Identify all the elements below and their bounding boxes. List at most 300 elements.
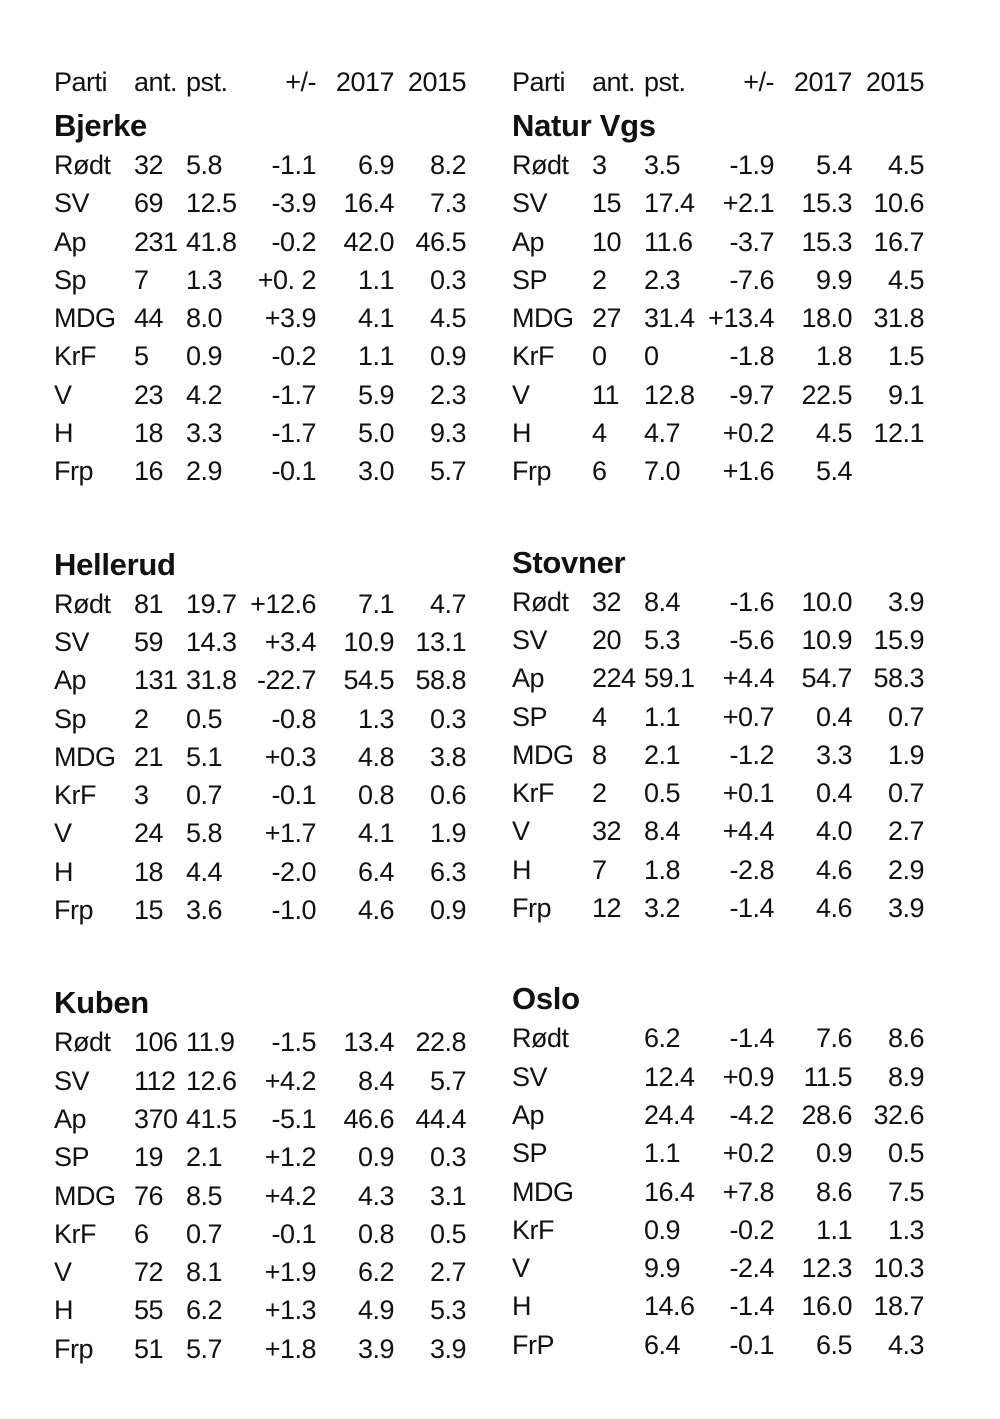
y2015-cell: 8.2	[429, 150, 466, 180]
diff-cell: -1.4	[729, 893, 774, 924]
party-row	[54, 452, 484, 490]
y2017-cell: 3.9	[357, 1333, 394, 1364]
pst-cell: 8.0	[186, 303, 223, 334]
party-cell: Ap	[54, 1103, 87, 1134]
y2015-cell: 46.5	[415, 226, 466, 257]
ant-cell: 4	[592, 418, 607, 449]
y2015-cell: 1.3	[887, 1214, 924, 1245]
ant-cell: 32	[592, 586, 622, 617]
y2015-cell: 3.9	[887, 586, 924, 617]
party-cell: Rødt	[512, 150, 569, 180]
y2015-cell: 0.3	[429, 703, 466, 734]
diff-cell: +13.4	[708, 303, 774, 334]
y2015-cell: 1.9	[429, 818, 466, 849]
y2017-cell: 1.1	[357, 264, 394, 295]
y2015-cell: 0.7	[887, 701, 924, 732]
party-cell: V	[54, 1257, 72, 1288]
party-row	[512, 1211, 942, 1249]
pst-cell: 31.4	[644, 303, 695, 334]
diff-cell: -2.0	[271, 856, 316, 887]
y2015-cell: 0.3	[429, 264, 466, 295]
party-cell: SV	[512, 188, 548, 219]
pst-cell: 19.7	[186, 588, 237, 619]
pst-cell: 6.4	[644, 1329, 681, 1360]
y2015-cell: 4.7	[429, 588, 466, 619]
pst-cell: 16.4	[644, 1176, 695, 1207]
district-title: Oslo	[512, 981, 580, 1017]
pst-cell: 41.5	[186, 1103, 237, 1134]
party-row	[512, 299, 942, 337]
pst-cell: 2.1	[644, 739, 681, 770]
y2017-cell: 4.1	[357, 818, 394, 849]
y2015-cell: 32.6	[873, 1099, 924, 1130]
party-cell: Rødt	[54, 1027, 111, 1058]
y2017-cell: 5.4	[815, 456, 852, 487]
party-row	[54, 184, 484, 222]
y2017-cell: 1.8	[815, 341, 852, 372]
party-row	[512, 1096, 942, 1134]
y2015-cell: 22.8	[415, 1027, 466, 1058]
diff-cell: -1.1	[271, 150, 316, 180]
column-header	[512, 58, 942, 106]
party-row	[54, 1177, 484, 1215]
party-cell: KrF	[512, 341, 554, 372]
party-row	[512, 736, 942, 774]
y2015-cell: 5.7	[429, 1065, 466, 1096]
diff-cell: -0.1	[271, 780, 316, 811]
pst-cell: 12.5	[186, 188, 237, 219]
y2015-cell: 2.7	[429, 1257, 466, 1288]
ant-cell: 12	[592, 893, 622, 924]
pst-cell: 4.4	[186, 856, 223, 887]
ant-cell: 19	[134, 1142, 164, 1173]
pst-cell: 9.9	[644, 1253, 681, 1284]
diff-cell: +2.1	[722, 188, 774, 219]
y2015-cell: 0.3	[429, 1142, 466, 1173]
party-row	[54, 661, 484, 699]
ant-cell: 3	[592, 150, 607, 180]
diff-cell: -2.8	[729, 854, 774, 885]
ant-cell: 6	[134, 1218, 149, 1249]
ant-cell: 4	[592, 701, 607, 732]
pst-cell: 11.6	[644, 226, 693, 257]
y2017-cell: 12.3	[801, 1253, 852, 1284]
y2015-cell: 2.9	[887, 854, 924, 885]
ant-cell: 23	[134, 379, 164, 410]
y2015-cell: 58.3	[873, 663, 924, 694]
header-party: Parti	[512, 67, 566, 97]
y2015-cell: 3.9	[887, 893, 924, 924]
pst-cell: 0.5	[186, 703, 223, 734]
party-row	[54, 585, 484, 623]
ant-cell: 20	[592, 624, 622, 655]
pst-cell: 5.3	[644, 624, 681, 655]
diff-cell: -22.7	[256, 665, 316, 696]
header-pst: pst.	[186, 67, 228, 97]
party-row	[54, 1253, 484, 1291]
diff-cell: +0.2	[722, 418, 774, 449]
party-cell: SV	[54, 188, 90, 219]
pst-cell: 3.3	[186, 418, 223, 449]
header-diff: +/-	[285, 67, 316, 97]
ant-cell: 224	[592, 663, 636, 694]
party-row	[512, 223, 942, 261]
y2017-cell: 22.5	[801, 379, 852, 410]
party-cell: H	[512, 418, 531, 449]
party-cell: Ap	[512, 663, 545, 694]
pst-cell: 3.6	[186, 895, 223, 926]
party-cell: Rødt	[512, 586, 569, 617]
ant-cell: 2	[134, 703, 149, 734]
ant-cell: 370	[134, 1103, 178, 1134]
diff-cell: -7.6	[729, 264, 774, 295]
party-row	[54, 146, 484, 184]
party-row	[54, 1138, 484, 1176]
y2015-cell: 3.9	[429, 1333, 466, 1364]
y2015-cell: 8.9	[887, 1061, 924, 1092]
y2017-cell: 0.8	[357, 780, 394, 811]
ant-cell: 6	[592, 456, 607, 487]
party-cell: SV	[512, 1061, 548, 1092]
pst-cell: 6.2	[644, 1023, 681, 1054]
diff-cell: -0.1	[271, 1218, 316, 1249]
party-cell: Frp	[54, 1333, 93, 1364]
diff-cell: +4.2	[264, 1065, 316, 1096]
y2017-cell: 5.0	[357, 418, 394, 449]
header-2017: 2017	[793, 67, 852, 97]
ant-cell: 0	[592, 341, 607, 372]
pst-cell: 24.4	[644, 1099, 695, 1130]
header-diff: +/-	[743, 67, 774, 97]
pst-cell: 2.1	[186, 1142, 223, 1173]
y2017-cell: 3.3	[815, 739, 852, 770]
y2017-cell: 16.4	[343, 188, 394, 219]
party-row	[54, 1023, 484, 1061]
district-section	[512, 106, 942, 491]
party-row	[512, 889, 942, 927]
y2017-cell: 18.0	[801, 303, 852, 334]
y2017-cell: 54.5	[343, 665, 394, 696]
party-cell: Ap	[54, 665, 87, 696]
y2015-cell: 5.7	[429, 456, 466, 487]
y2017-cell: 1.3	[357, 703, 394, 734]
party-row	[54, 376, 484, 414]
pst-cell: 11.9	[186, 1027, 235, 1058]
pst-cell: 0	[644, 341, 659, 372]
pst-cell: 1.8	[644, 854, 681, 885]
party-row	[512, 261, 942, 299]
pst-cell: 0.9	[186, 341, 223, 372]
ant-cell: 69	[134, 188, 164, 219]
y2015-cell: 12.1	[873, 418, 924, 449]
party-cell: V	[512, 1253, 530, 1284]
diff-cell: -1.8	[729, 341, 774, 372]
party-row	[512, 774, 942, 812]
diff-cell: +4.4	[722, 663, 774, 694]
party-row	[512, 1173, 942, 1211]
party-cell: H	[512, 1291, 531, 1322]
party-cell: Rødt	[512, 1023, 569, 1054]
party-cell: H	[54, 418, 73, 449]
party-row	[512, 376, 942, 414]
y2017-cell: 4.1	[357, 303, 394, 334]
party-row	[512, 1019, 942, 1057]
y2015-cell: 0.5	[887, 1138, 924, 1169]
diff-cell: +1.3	[264, 1295, 316, 1326]
party-row	[54, 700, 484, 738]
diff-cell: -0.2	[729, 1214, 774, 1245]
party-cell: SP	[512, 701, 548, 732]
district-section	[512, 979, 942, 1364]
pst-cell: 17.4	[644, 188, 695, 219]
pst-cell: 5.1	[186, 741, 223, 772]
diff-cell: -5.6	[729, 624, 774, 655]
pst-cell: 3.5	[644, 150, 681, 180]
district-section	[54, 106, 484, 491]
party-row	[512, 698, 942, 736]
diff-cell: +4.4	[722, 816, 774, 847]
party-cell: Frp	[54, 895, 93, 926]
pst-cell: 6.2	[186, 1295, 223, 1326]
ant-cell: 59	[134, 626, 164, 657]
ant-cell: 5	[134, 341, 149, 372]
party-row	[512, 414, 942, 452]
y2017-cell: 0.8	[357, 1218, 394, 1249]
party-cell: SV	[54, 626, 90, 657]
ant-cell: 51	[134, 1333, 164, 1364]
diff-cell: -5.1	[271, 1103, 316, 1134]
y2017-cell: 10.9	[343, 626, 394, 657]
y2015-cell: 8.6	[887, 1023, 924, 1054]
y2017-cell: 4.8	[357, 741, 394, 772]
pst-cell: 12.6	[186, 1065, 237, 1096]
header-ant: ant.	[134, 67, 178, 97]
left-column	[54, 58, 484, 1368]
diff-cell: -1.4	[729, 1023, 774, 1054]
party-cell: SV	[54, 1065, 90, 1096]
party-cell: Frp	[512, 456, 551, 487]
diff-cell: -0.2	[271, 341, 316, 372]
ant-cell: 32	[134, 150, 164, 180]
party-cell: Sp	[54, 264, 87, 295]
ant-cell: 112	[134, 1065, 176, 1096]
party-cell: FrP	[512, 1329, 554, 1360]
y2015-cell: 9.3	[429, 418, 466, 449]
pst-cell: 8.5	[186, 1180, 223, 1211]
y2015-cell: 2.3	[429, 379, 466, 410]
y2017-cell: 4.9	[357, 1295, 394, 1326]
party-row	[54, 1100, 484, 1138]
ant-cell: 44	[134, 303, 164, 334]
diff-cell: +7.8	[722, 1176, 774, 1207]
diff-cell: -4.2	[729, 1099, 774, 1130]
party-cell: KrF	[54, 341, 96, 372]
y2015-cell: 4.5	[887, 150, 924, 180]
diff-cell: -1.7	[271, 418, 316, 449]
party-row	[54, 337, 484, 375]
diff-cell: -1.2	[729, 739, 774, 770]
diff-cell: +1.9	[264, 1257, 316, 1288]
party-row	[54, 853, 484, 891]
party-cell: V	[54, 818, 72, 849]
y2017-cell: 7.6	[815, 1023, 852, 1054]
party-row	[512, 337, 942, 375]
diff-cell: -1.0	[271, 895, 316, 926]
party-cell: SP	[512, 1138, 548, 1169]
diff-cell: +0.1	[722, 778, 774, 809]
header-2015: 2015	[865, 67, 924, 97]
party-cell: KrF	[512, 1214, 554, 1245]
district-title: Stovner	[512, 544, 626, 580]
y2017-cell: 10.0	[801, 586, 852, 617]
diff-cell: -2.4	[729, 1253, 774, 1284]
pst-cell: 5.8	[186, 818, 223, 849]
pst-cell: 59.1	[644, 663, 695, 694]
party-cell: MDG	[512, 1176, 574, 1207]
ant-cell: 55	[134, 1295, 164, 1326]
pst-cell: 12.4	[644, 1061, 695, 1092]
party-cell: MDG	[54, 1180, 116, 1211]
diff-cell: +1.7	[264, 818, 316, 849]
ant-cell: 10	[592, 226, 622, 257]
party-row	[512, 1134, 942, 1172]
pst-cell: 31.8	[186, 665, 237, 696]
y2017-cell: 6.4	[357, 856, 394, 887]
y2017-cell: 4.5	[815, 418, 852, 449]
party-row	[54, 1215, 484, 1253]
party-row	[512, 452, 942, 490]
ant-cell: 81	[134, 588, 164, 619]
y2015-cell: 1.5	[887, 341, 924, 372]
pst-cell: 5.8	[186, 150, 223, 180]
district-section	[54, 983, 484, 1368]
ant-cell: 27	[592, 303, 622, 334]
y2017-cell: 28.6	[801, 1099, 852, 1130]
y2017-cell: 46.6	[343, 1103, 394, 1134]
district-section	[512, 543, 942, 928]
pst-cell: 2.9	[186, 456, 223, 487]
header-party: Parti	[54, 67, 108, 97]
party-cell: MDG	[512, 739, 574, 770]
diff-cell: -0.1	[729, 1329, 774, 1360]
pst-cell: 8.4	[644, 586, 681, 617]
y2015-cell: 13.1	[415, 626, 466, 657]
ant-cell: 24	[134, 818, 164, 849]
ant-cell: 231	[134, 226, 178, 257]
y2017-cell: 1.1	[357, 341, 394, 372]
party-row	[54, 623, 484, 661]
y2015-cell: 31.8	[873, 303, 924, 334]
ant-cell: 7	[134, 264, 149, 295]
district-title: Natur Vgs	[512, 108, 656, 143]
ant-cell: 18	[134, 856, 164, 887]
pst-cell: 8.4	[644, 816, 681, 847]
y2017-cell: 5.4	[815, 150, 852, 180]
party-row	[512, 659, 942, 697]
y2015-cell: 16.7	[873, 226, 924, 257]
diff-cell: -1.4	[729, 1291, 774, 1322]
party-cell: V	[54, 379, 72, 410]
ant-cell: 15	[592, 188, 622, 219]
party-row	[54, 299, 484, 337]
header-2017: 2017	[335, 67, 394, 97]
y2015-cell: 4.5	[887, 264, 924, 295]
ant-cell: 11	[592, 379, 620, 410]
ant-cell: 7	[592, 854, 607, 885]
district-title: Hellerud	[54, 546, 176, 582]
diff-cell: -1.6	[729, 586, 774, 617]
party-row	[512, 621, 942, 659]
y2017-cell: 5.9	[357, 379, 394, 410]
column-header	[54, 58, 484, 106]
party-row	[512, 851, 942, 889]
y2015-cell: 6.3	[429, 856, 466, 887]
party-cell: Sp	[54, 703, 87, 734]
ant-cell: 32	[592, 816, 622, 847]
ant-cell: 2	[592, 264, 607, 295]
party-cell: Rødt	[54, 150, 111, 180]
diff-cell: +0. 2	[257, 264, 316, 295]
header-2015: 2015	[407, 67, 466, 97]
party-row	[54, 1291, 484, 1329]
right-column	[512, 58, 942, 1364]
ant-cell: 8	[592, 739, 607, 770]
pst-cell: 14.6	[644, 1291, 695, 1322]
diff-cell: +0.2	[722, 1138, 774, 1169]
party-cell: MDG	[512, 303, 574, 334]
y2015-cell: 18.7	[873, 1291, 924, 1322]
diff-cell: +0.9	[722, 1061, 774, 1092]
y2017-cell: 13.4	[343, 1027, 394, 1058]
pst-cell: 8.1	[186, 1257, 223, 1288]
ant-cell: 2	[592, 778, 607, 809]
diff-cell: -9.7	[729, 379, 774, 410]
y2017-cell: 9.9	[815, 264, 852, 295]
pst-cell: 1.3	[186, 264, 223, 295]
diff-cell: +0.7	[722, 701, 774, 732]
party-row	[512, 1287, 942, 1325]
party-row	[54, 1330, 484, 1368]
y2015-cell: 9.1	[887, 379, 924, 410]
y2017-cell: 6.9	[357, 150, 394, 180]
diff-cell: -1.5	[271, 1027, 316, 1058]
party-row	[54, 776, 484, 814]
diff-cell: +12.6	[250, 588, 316, 619]
header-pst: pst.	[644, 67, 686, 97]
party-row	[54, 891, 484, 929]
party-cell: V	[512, 816, 530, 847]
party-cell: MDG	[54, 741, 116, 772]
ant-cell: 72	[134, 1257, 164, 1288]
party-row	[512, 146, 942, 184]
y2015-cell: 5.3	[429, 1295, 466, 1326]
diff-cell: -0.1	[271, 456, 316, 487]
y2015-cell: 0.5	[429, 1218, 466, 1249]
y2017-cell: 0.9	[815, 1138, 852, 1169]
pst-cell: 3.2	[644, 893, 681, 924]
y2017-cell: 4.3	[357, 1180, 394, 1211]
party-row	[512, 1326, 942, 1364]
party-cell: KrF	[512, 778, 554, 809]
diff-cell: -3.9	[271, 188, 316, 219]
party-row	[512, 812, 942, 850]
y2017-cell: 1.1	[815, 1214, 852, 1245]
ant-cell: 21	[134, 741, 164, 772]
diff-cell: +1.6	[722, 456, 774, 487]
pst-cell: 0.9	[644, 1214, 681, 1245]
pst-cell: 1.1	[644, 1138, 681, 1169]
ant-cell: 76	[134, 1180, 164, 1211]
